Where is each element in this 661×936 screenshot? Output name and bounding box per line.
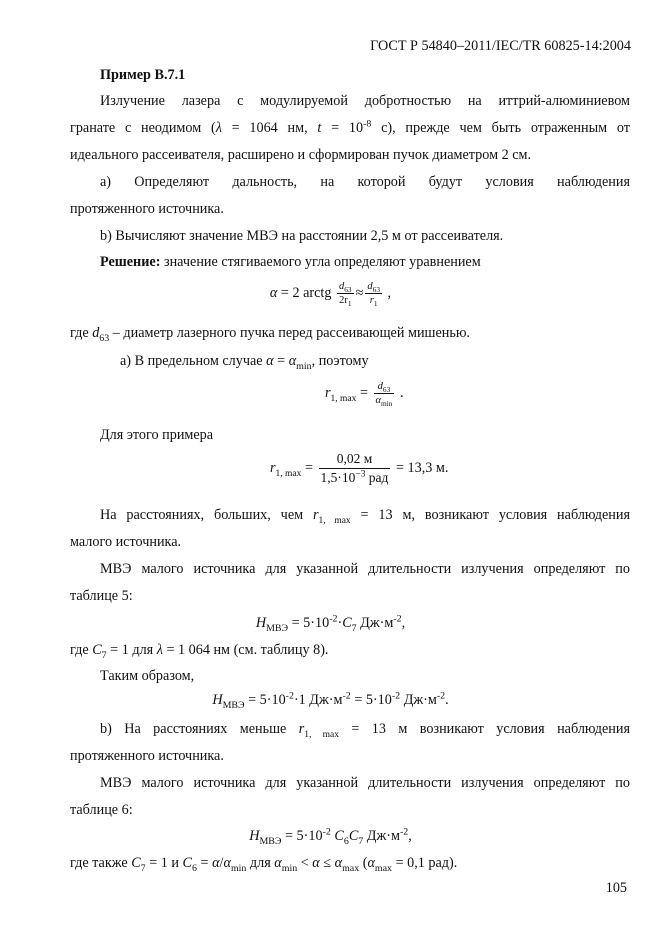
item-a-line-2: протяженного источника. [70, 201, 224, 217]
definition-c6-c7: где также $C_7 = 1$ и $C_6 = \alpha/\alpha_{min}$ для $\alpha_{min} < \alpha \le \alpha_{max}$ ($\alpha_{max} = 0,1$ рад). [70, 855, 458, 874]
paragraph-far-line-1: На расстояниях, больших, чем $r_{1, max} = 13$ м, возникают условия наблюдения [100, 507, 631, 526]
for-this-example: Для этого примера [100, 427, 214, 443]
equation-hmpe-result: $H_{МВЭ} = 5\cdot 10^{-2}\cdot 1$ $Дж\cdot м^{-2} = 5\cdot 10^{-2}$ $Дж\cdot м^{-2}$. [212, 690, 449, 711]
paragraph-intro-line-1: Излучение лазера с модулируемой добротностью на иттрий-алюминиевом [100, 93, 630, 109]
equation-hmpe-table6: $H_{МВЭ} = 5\cdot 10^{-2}$ $C_6C_7$ $Дж\cdot м^{-2}$, [249, 826, 412, 847]
paragraph-near-line-2: протяженного источника. [70, 748, 224, 764]
thus-line: Таким образом, [100, 668, 195, 684]
solution-label: Решение: [100, 254, 161, 270]
fraction-d63-over-r1: $\frac{d_{63}}{r_1}$ [367, 281, 380, 309]
equation-hmpe-table5: $H_{МВЭ} = 5\cdot 10^{-2}\cdot C_7$ $Дж\cdot м^{-2}$, [255, 613, 406, 634]
definition-d63: где $d_{63}$ – диаметр лазерного пучка перед рассеивающей мишенью. [70, 325, 470, 344]
page-number: 105 [605, 880, 627, 896]
equation-angle: α = 2 arctg $\frac{d_{63}}{2r_1}$ ≈ $\frac{d_{63}}{r_1}$ , [269, 281, 392, 309]
paragraph-intro-line-3: идеального рассеивателя, расширено и сформирован пучок диаметром 2 см. [70, 147, 532, 163]
paragraph-far-line-2: малого источника. [70, 534, 182, 550]
paragraph-mpe2-line-2: таблице 6: [70, 802, 133, 818]
example-title: Пример В.7.1 [100, 67, 186, 83]
paragraph-mpe1-line-2: таблице 5: [70, 588, 133, 604]
definition-c7: где $C_7 = 1$ для λ = 1 064 нм (см. таблицу 8). [70, 642, 329, 661]
item-b-line: b) Вычисляют значение МВЭ на расстоянии 2,5 м от рассеивателя. [100, 228, 504, 244]
paragraph-mpe2-line-1: МВЭ малого источника для указанной длительности излучения определяют по [100, 775, 630, 791]
fraction-d63-over-2r1: $\frac{d_{63}}{2r_1}$ [339, 281, 352, 309]
equation-r1max-value: $r_{1, max}$ = $\frac{0,02 м}{1,5\cdot 10^{-3} рад}$ = 13,3 м. [270, 451, 449, 486]
limit-case-line: а) В предельном случае $\alpha = \alpha_{min}$, поэтому [120, 353, 369, 372]
solution-line: Решение: значение стягиваемого угла определяют уравнением [100, 254, 481, 270]
fraction-d63-over-alpha-min: $\frac{d_{63}}{\alpha_{min}}$ [375, 381, 393, 409]
paragraph-near-line-1: b) На расстояниях меньше $r_{1, max} = 13$ м возникают условия наблюдения [100, 721, 631, 740]
paragraph-mpe1-line-1: МВЭ малого источника для указанной длительности излучения определяют по [100, 561, 630, 577]
document-header-code: ГОСТ Р 54840–2011/IEC/TR 60825-14:2004 [370, 38, 631, 54]
fraction-distance: $\frac{0,02 м}{1,5\cdot 10^{-3} рад}$ [320, 451, 389, 486]
item-a-line-1: a) Определяют дальность, на которой будут условия наблюдения [100, 174, 630, 190]
paragraph-intro-line-2: гранате с неодимом (λ = 1064 нм, $t = 10^{-8}$ с), прежде чем быть отраженным от [70, 118, 630, 136]
equation-r1max: $r_{1, max}$ = $\frac{d_{63}}{\alpha_{min}}$ . [325, 381, 404, 409]
